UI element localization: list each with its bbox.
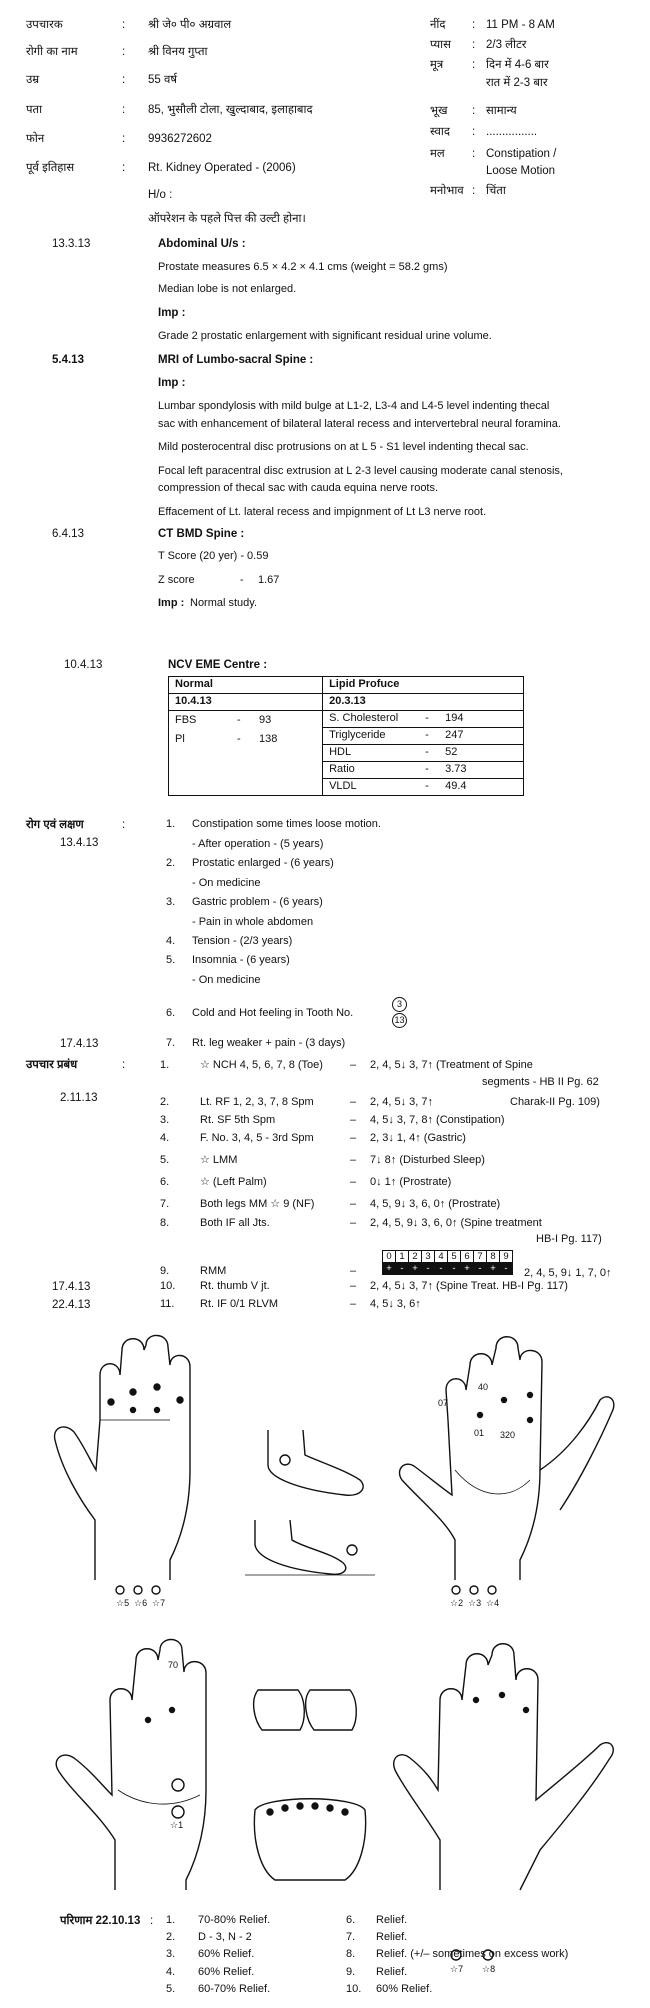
treatment-code: 4, 5↓ 3, 7, 8↑ (Constipation): [370, 1114, 505, 1126]
dash: –: [350, 1154, 357, 1166]
symptom-item: Constipation some times loose motion.: [192, 818, 381, 830]
report-line: Focal left paracentral disc extrusion at L 2-3 level causing moderate canal stenosis,: [158, 465, 563, 477]
item-num: 2.: [160, 1096, 170, 1108]
item-num: 3.: [166, 896, 176, 908]
treatment-point: RMM: [200, 1265, 227, 1277]
item-num: 2.: [166, 1931, 176, 1943]
taste-label: स्वाद: [430, 126, 450, 138]
dash: –: [350, 1298, 357, 1310]
history-value: Rt. Kidney Operated - (2006): [148, 162, 296, 174]
dash: –: [350, 1265, 357, 1277]
treatment-code: 2, 4, 5↓ 3, 7↑ (Spine Treat. HB-I Pg. 117): [370, 1280, 568, 1292]
rmm-grid: 0 1 2 3 4 5 6 7 8 9 + - + - - - + - + -: [382, 1250, 513, 1275]
diagram-label: 07: [438, 1398, 449, 1408]
report-line: Prostate measures 6.5 × 4.2 × 4.1 cms (weight = 58.2 gms): [158, 261, 448, 273]
item-num: 8.: [160, 1217, 170, 1229]
impression-label: Imp :: [158, 307, 186, 319]
treatment-point: Both IF all Jts.: [200, 1217, 270, 1229]
urine-day: दिन में 4-6 बार: [486, 59, 549, 71]
z-score-label: Z score: [158, 574, 195, 586]
abdominal-title: Abdominal U/s :: [158, 238, 246, 250]
dash: –: [350, 1059, 357, 1071]
treatment-date: 22.4.13: [52, 1299, 91, 1311]
symptom-sub: - After operation - (5 years): [192, 838, 324, 850]
result-item: D - 3, N - 2: [198, 1931, 252, 1943]
report-line: Mild posterocentral disc protrusions on at L 5 - S1 level indenting thecal sac.: [158, 441, 529, 453]
report-line: Grade 2 prostatic enlargement with significant residual urine volume.: [158, 330, 492, 342]
treatment-point: Lt. RF 1, 2, 3, 7, 8 Spm: [200, 1096, 314, 1108]
dash: –: [350, 1217, 357, 1229]
hand-diagram-palm-right: [400, 1337, 614, 1594]
sep: :: [122, 162, 126, 174]
impression-label: Imp :: [158, 597, 185, 609]
report-line: Lumbar spondylosis with mild bulge at L1-2, L3-4 and L4-5 level indenting thecal: [158, 400, 550, 412]
item-num: 3.: [166, 1948, 176, 1960]
history-note: ऑपरेशन के पहले पित्त की उल्टी होना।: [148, 213, 306, 225]
item-num: 10.: [346, 1983, 362, 1995]
symptom-item: Insomnia - (6 years): [192, 954, 290, 966]
z-score-dash: -: [240, 574, 244, 586]
item-num: 7.: [346, 1931, 356, 1943]
lab-row: HDL - 52: [323, 745, 524, 762]
z-score-value: 1.67: [258, 574, 280, 586]
mood-label: मनोभाव: [430, 185, 464, 197]
treatment-point: ☆ (Left Palm): [200, 1176, 267, 1188]
item-num: 5.: [166, 954, 176, 966]
treatment-ref: segments - HB II Pg. 62: [482, 1076, 599, 1088]
report-line: compression of thecal sac with cauda equina nerve roots.: [158, 482, 439, 494]
lab-row: VLDL - 49.4: [323, 779, 524, 796]
stool-value-2: Loose Motion: [486, 165, 556, 177]
healer-value: श्री जे० पी० अग्रवाल: [148, 19, 232, 31]
symptom-item: Rt. leg weaker + pain - (3 days): [192, 1037, 346, 1049]
lab-right-head: Lipid Profuce: [323, 677, 524, 694]
address-value: 85, भुसौली टोला, खुल्दाबाद, इलाहाबाद: [148, 104, 313, 116]
item-num: 3.: [160, 1114, 170, 1126]
item-num: 4.: [166, 935, 176, 947]
diagram-label: ☆8: [482, 1964, 496, 1974]
symptoms-label: रोग एवं लक्षण: [26, 819, 84, 831]
sep: :: [472, 59, 476, 71]
result-item: 70-80% Relief.: [198, 1914, 271, 1926]
sep: :: [472, 126, 476, 138]
sep: :: [122, 1059, 126, 1071]
symptom-item: Gastric problem - (6 years): [192, 896, 323, 908]
dash: –: [350, 1198, 357, 1210]
ncv-title: NCV EME Centre :: [168, 659, 268, 671]
lab-row: Ratio - 3.73: [323, 762, 524, 779]
history-ho: H/o :: [148, 189, 173, 201]
item-num: 7.: [160, 1198, 170, 1210]
item-num: 7.: [166, 1037, 176, 1049]
diagram-label: ☆1: [170, 1820, 184, 1830]
patient-value: श्री विनय गुप्ता: [148, 46, 208, 58]
hand-diagram-palm-left: [56, 1640, 206, 1891]
report-line: sac with enhancement of bilateral lateral recess and intervertebral neural foramina.: [158, 418, 561, 430]
treatment-code: 2, 3↓ 1, 4↑ (Gastric): [370, 1132, 466, 1144]
item-num: 4.: [166, 1966, 176, 1978]
item-num: 6.: [160, 1176, 170, 1188]
sep: :: [472, 185, 476, 197]
stool-value: Constipation /: [486, 148, 557, 160]
results-label: परिणाम 22.10.13: [60, 1915, 141, 1927]
urine-night: रात में 2-3 बार: [486, 77, 548, 89]
sleep-value: 11 PM - 8 AM: [486, 19, 555, 31]
treatment-code: 0↓ 1↑ (Prostrate): [370, 1176, 452, 1188]
hand-diagram-back-left: [55, 1335, 190, 1594]
address-label: पता: [26, 104, 43, 116]
lab-row: Pl - 138: [175, 733, 278, 745]
stool-label: मल: [430, 148, 445, 160]
treatment-point: Both legs MM ☆ 9 (NF): [200, 1198, 315, 1210]
report-line: Effacement of Lt. lateral recess and impignment of Lt L3 nerve root.: [158, 506, 487, 518]
history-label: पूर्व इतिहास: [26, 162, 75, 174]
treatment-point: Rt. SF 5th Spm: [200, 1114, 276, 1126]
dash: –: [350, 1176, 357, 1188]
treatment-code: 2, 4, 5, 9↓ 1, 7, 0↑: [524, 1267, 612, 1279]
lab-left-head: Normal: [169, 677, 323, 694]
sep: :: [472, 148, 476, 160]
result-item: Relief.: [376, 1931, 408, 1943]
treatment-code: 2, 4, 5↓ 3, 7↑ (Treatment of Spine: [370, 1059, 533, 1071]
mood-value: चिंता: [486, 185, 506, 197]
symptoms-date: 13.4.13: [60, 837, 99, 849]
age-label: उम्र: [26, 74, 40, 86]
urine-label: मूत्र: [430, 59, 444, 71]
symptom-sub: - Pain in whole abdomen: [192, 916, 314, 928]
dash: –: [350, 1132, 357, 1144]
taste-value: ................: [486, 126, 538, 138]
symptom-sub: - On medicine: [192, 877, 261, 889]
lab-right-date: 20.3.13: [323, 694, 524, 711]
result-item: 60% Relief.: [376, 1983, 433, 1995]
symptoms-date: 17.4.13: [60, 1038, 99, 1050]
hand-diagram-back-right: [394, 1644, 614, 1960]
sep: :: [122, 104, 126, 116]
thirst-label: प्यास: [430, 39, 451, 51]
result-item: 60% Relief.: [198, 1966, 255, 1978]
report-date: 10.4.13: [64, 659, 103, 671]
treatment-point: F. No. 3, 4, 5 - 3rd Spm: [200, 1132, 314, 1144]
lab-left-date: 10.4.13: [169, 694, 323, 711]
hunger-label: भूख: [430, 105, 448, 117]
t-score: T Score (20 yer) - 0.59: [158, 550, 269, 562]
diagram-label: ☆5: [116, 1598, 130, 1608]
impression-value: Normal study.: [190, 597, 258, 609]
treatment-label: उपचार प्रबंध: [26, 1059, 78, 1071]
diagram-label: 40: [478, 1382, 489, 1392]
sep: :: [122, 46, 126, 58]
age-value: 55 वर्ष: [148, 74, 178, 86]
item-num: 5.: [160, 1154, 170, 1166]
treatment-point: ☆ NCH 4, 5, 6, 7, 8 (Toe): [200, 1059, 323, 1071]
lab-row: FBS - 93: [175, 714, 272, 726]
dash: –: [350, 1096, 357, 1108]
item-num: 1.: [166, 818, 176, 830]
item-num: 9.: [346, 1966, 356, 1978]
diagram-label: ☆7: [152, 1598, 166, 1608]
tooth-number-circle: 3: [392, 997, 407, 1012]
sep: :: [150, 1915, 154, 1927]
healer-label: उपचारक: [26, 19, 63, 31]
item-num: 11.: [160, 1298, 175, 1310]
diagram-label: ☆6: [134, 1598, 148, 1608]
treatment-ref: HB-I Pg. 117): [536, 1233, 602, 1245]
hunger-value: सामान्य: [486, 105, 517, 117]
sep: :: [122, 19, 126, 31]
mri-title: MRI of Lumbo-sacral Spine :: [158, 354, 314, 366]
treatment-point: ☆ LMM: [200, 1154, 238, 1166]
phone-value: 9936272602: [148, 133, 212, 145]
treatment-date: 2.11.13: [60, 1092, 98, 1104]
toes-diagram: [254, 1690, 366, 1880]
dash: –: [350, 1280, 357, 1292]
treatment-code: 4, 5, 9↓ 3, 6, 0↑ (Prostrate): [370, 1198, 501, 1210]
sleep-label: नींद: [430, 19, 446, 31]
result-item: 60-70% Relief.: [198, 1983, 271, 1995]
diagram-label: 320: [500, 1430, 516, 1440]
sep: :: [472, 19, 476, 31]
treatment-point: Rt. thumb V jt.: [200, 1280, 270, 1292]
phone-label: फोन: [26, 133, 45, 145]
diagram-label: ☆2: [450, 1598, 464, 1608]
lab-row: Triglyceride - 247: [323, 728, 524, 745]
sep: :: [122, 74, 126, 86]
diagram-label: 70: [168, 1660, 179, 1670]
sep: :: [122, 133, 126, 145]
result-item: Relief.: [376, 1966, 408, 1978]
item-num: 10.: [160, 1280, 176, 1292]
result-item: 60% Relief.: [198, 1948, 255, 1960]
item-num: 6.: [346, 1914, 356, 1926]
report-line: Median lobe is not enlarged.: [158, 283, 297, 295]
treatment-point: Rt. IF 0/1 RLVM: [200, 1298, 279, 1310]
report-date: 6.4.13: [52, 528, 84, 540]
symptom-item: Prostatic enlarged - (6 years): [192, 857, 334, 869]
result-item: Relief. (+/– sometimes on excess work): [376, 1948, 569, 1960]
diagram-label: ☆4: [486, 1598, 500, 1608]
diagram-label: ☆7: [450, 1964, 464, 1974]
item-num: 2.: [166, 857, 176, 869]
item-num: 1.: [160, 1059, 170, 1071]
symptom-sub: - On medicine: [192, 974, 261, 986]
treatment-date: 17.4.13: [52, 1281, 91, 1293]
symptom-item: Tension - (2/3 years): [192, 935, 293, 947]
foot-diagram-top: [245, 1430, 375, 1575]
impression-label: Imp :: [158, 377, 186, 389]
dash: –: [350, 1114, 357, 1126]
tooth-number-circle: 13: [392, 1013, 407, 1028]
result-item: Relief.: [376, 1914, 408, 1926]
diagram-label: ☆3: [468, 1598, 482, 1608]
item-num: 9.: [160, 1265, 170, 1277]
item-num: 8.: [346, 1948, 356, 1960]
item-num: 5.: [166, 1983, 176, 1995]
lab-row: S. Cholesterol - 194: [323, 711, 524, 728]
treatment-code: 2, 4, 5↓ 3, 7↑: [370, 1096, 433, 1108]
thirst-value: 2/3 लीटर: [486, 39, 527, 51]
sep: :: [122, 819, 126, 831]
report-date: 5.4.13: [52, 354, 84, 366]
bmd-title: CT BMD Spine :: [158, 528, 245, 540]
sep: :: [472, 105, 476, 117]
item-num: 4.: [160, 1132, 170, 1144]
treatment-code: 2, 4, 5, 9↓ 3, 6, 0↑ (Spine treatment: [370, 1217, 542, 1229]
treatment-ref: Charak-II Pg. 109): [510, 1096, 600, 1108]
treatment-code: 4, 5↓ 3, 6↑: [370, 1298, 421, 1310]
diagram-label: 01: [474, 1428, 485, 1438]
report-date: 13.3.13: [52, 238, 91, 250]
symptom-item: Cold and Hot feeling in Tooth No.: [192, 1007, 354, 1019]
item-num: 6.: [166, 1007, 176, 1019]
treatment-code: 7↓ 8↑ (Disturbed Sleep): [370, 1154, 485, 1166]
item-num: 1.: [166, 1914, 176, 1926]
sep: :: [472, 39, 476, 51]
patient-label: रोगी का नाम: [26, 46, 78, 58]
